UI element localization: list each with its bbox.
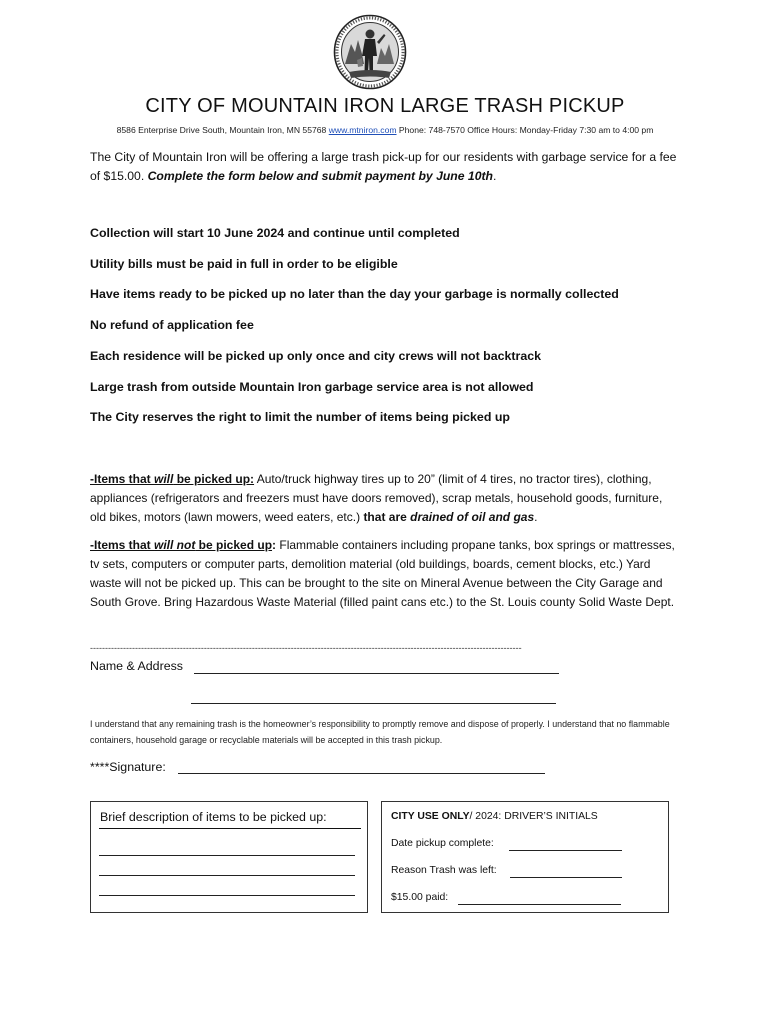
will-not-be-picked-up-section: [90, 536, 680, 612]
driver-initials-label: / 2024: DRIVER’S INITIALS: [469, 811, 598, 822]
will-end: .: [534, 510, 538, 524]
reason-left-label: Reason Trash was left:: [391, 865, 497, 876]
rule-item: Each residence will be picked up only once and city crews will not backtrack: [90, 349, 542, 363]
rule-item: No refund of application fee: [90, 318, 254, 332]
description-title-rule: [99, 828, 361, 829]
will-label-post: be picked up:: [173, 472, 255, 486]
signature-field[interactable]: [178, 773, 545, 774]
will-not-label-colon: :: [272, 538, 277, 552]
intro-text: The City of Mountain Iron will be offering a large trash pick-up for our residents with garbage service for a fee of $15.00.: [90, 150, 677, 183]
will-be-picked-up-section: [90, 470, 680, 527]
rule-item: Have items ready to be picked up no later than the day your garbage is normally collected: [90, 287, 619, 301]
city-seal-logo: [333, 14, 407, 90]
will-bold-emphasis: drained of oil and gas: [410, 510, 535, 524]
city-use-box: [381, 801, 669, 913]
rule-item: Collection will start 10 June 2024 and continue until completed: [90, 226, 460, 240]
rule-item: Utility bills must be paid in full in order to be eligible: [90, 257, 398, 271]
will-not-label-post: be picked up: [195, 538, 273, 552]
contact-header: [0, 125, 770, 135]
intro-paragraph: [90, 148, 680, 186]
rule-item: Large trash from outside Mountain Iron garbage service area is not allowed: [90, 380, 534, 394]
signature-label: ****Signature:: [90, 760, 166, 774]
fee-paid-label: $15.00 paid:: [391, 892, 449, 903]
will-bold-tail: that are: [363, 510, 411, 524]
address-field-line-2[interactable]: [191, 703, 556, 704]
item-description-box: [90, 801, 368, 913]
intro-end: .: [492, 169, 497, 183]
description-field-line-1[interactable]: [99, 855, 355, 856]
rule-item: The City reserves the right to limit the number of items being picked up: [90, 410, 510, 424]
fee-paid-field[interactable]: [458, 904, 621, 905]
description-field-line-2[interactable]: [99, 875, 355, 876]
date-pickup-label: Date pickup complete:: [391, 838, 494, 849]
reason-left-field[interactable]: [510, 877, 622, 878]
will-label-pre: -Items that: [90, 472, 155, 486]
description-box-title: Brief description of items to be picked up:: [100, 810, 327, 824]
will-not-items-text: Flammable containers including propane tanks, box springs or mattresses, tv sets, computers or computer parts, demolition material (old buildings, boards, cement blocks, etc.) Yard waste will not be picked up. This can be brought to the site on Mineral Avenue between the City Garage and South Grove. Bring Hazardous Waste Material (filled paint cans etc.) to the St. Louis county Solid Waste Dept.: [90, 538, 675, 609]
date-pickup-field[interactable]: [509, 850, 622, 851]
will-label: [90, 472, 254, 486]
will-not-label-em: will not: [154, 538, 196, 552]
contact-text: Phone: 748-7570 Office Hours: Monday-Friday 7:30 am to 4:00 pm: [398, 125, 654, 135]
will-label-em: will: [154, 472, 174, 486]
name-address-label: Name & Address: [90, 659, 183, 673]
will-not-label-pre: -Items that: [90, 538, 155, 552]
will-not-label: [90, 538, 276, 552]
city-use-title: [391, 811, 598, 822]
cut-line-divider: ------------------------------------------------------------------------------------------------------------------------------------------------: [90, 643, 522, 653]
will-items-text: Auto/truck highway tires up to 20” (limit of 4 tires, no tractor tires), clothing, appliances (refrigerators and freezers must have doors removed), scrap metals, household goods, furniture, old bikes, motors (lawn mowers, weed eaters, etc.): [90, 472, 663, 524]
website-link[interactable]: www.mtniron.com: [328, 125, 397, 135]
page-title: CITY OF MOUNTAIN IRON LARGE TRASH PICKUP: [145, 95, 625, 117]
address-text: 8586 Enterprise Drive South, Mountain Iron, MN 55768: [116, 125, 327, 135]
description-field-line-3[interactable]: [99, 895, 355, 896]
city-use-only-label: CITY USE ONLY: [391, 811, 470, 822]
name-address-field[interactable]: [194, 673, 559, 674]
disclaimer-text: I understand that any remaining trash is the homeowner’s responsibility to promptly remove and dispose of properly. I understand that no flammable containers, household garage or recyclable materials will be accepted in this trash pickup.: [90, 719, 670, 745]
intro-deadline: Complete the form below and submit payment by June 10th: [147, 169, 493, 183]
